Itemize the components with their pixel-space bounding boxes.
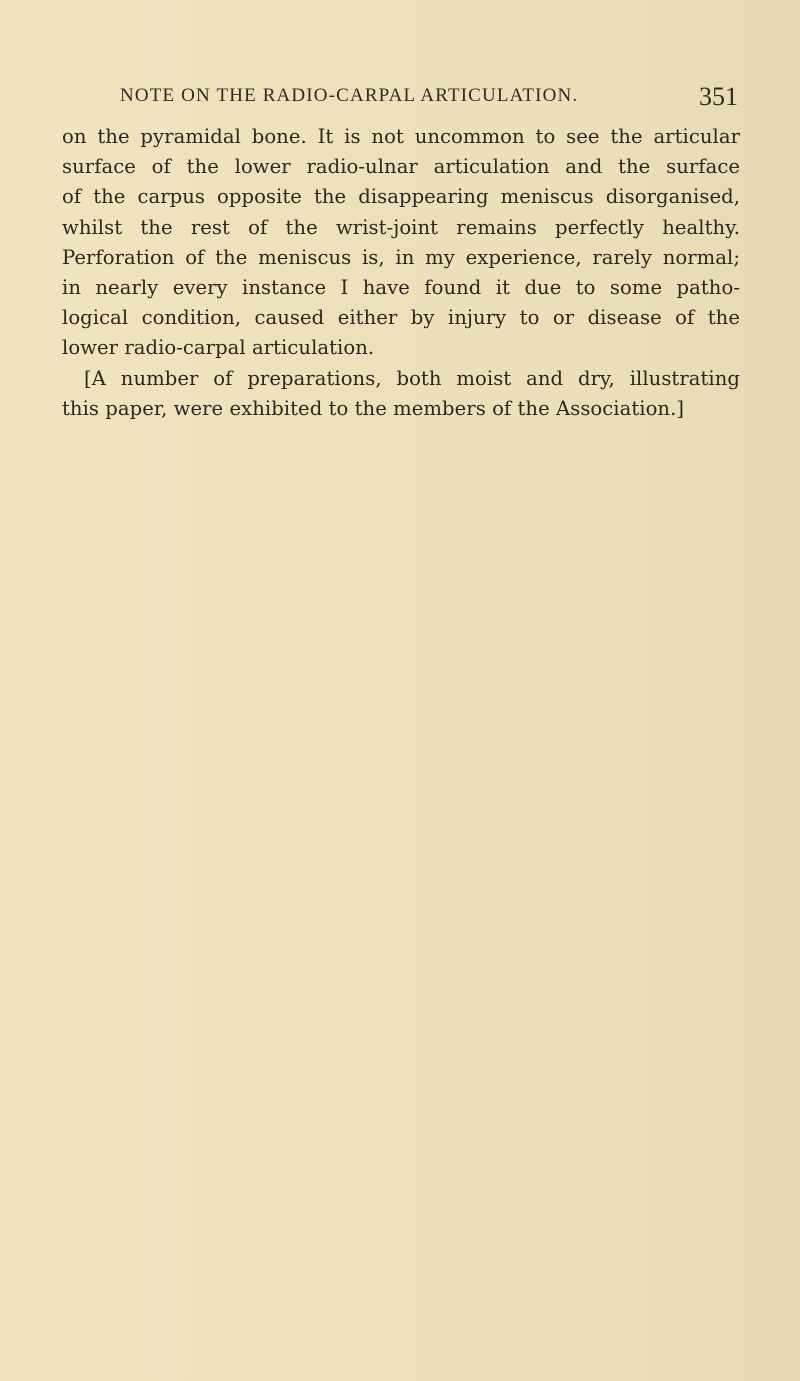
running-title: NOTE ON THE RADIO-CARPAL ARTICULATION. [120,85,579,106]
text-line: surface of the lower radio-ulnar articulation and the surface [62,155,740,179]
text-line: on the pyramidal bone. It is not uncommon to see the articular [62,125,740,148]
text-line: of the carpus opposite the disappearing meniscus disorganised, [62,185,740,209]
text-line: whilst the rest of the wrist-joint remains perfectly healthy. [62,215,740,239]
text-line: lower radio-carpal articulation. [62,336,375,360]
running-header [120,82,740,112]
text-line: [A number of preparations, both moist and dry, illustrating [84,366,740,390]
text-line: Perforation of the meniscus is, in my experience, rarely normal; [62,245,740,269]
paragraph-2 [62,364,740,424]
page-number: 351 [699,82,738,111]
text-line: logical condition, caused either by injury to or disease of the [62,306,740,330]
paragraph-1 [62,122,740,364]
text-line: this paper, were exhibited to the members of the Association.] [62,396,685,420]
page-body [62,122,740,424]
text-line: in nearly every instance I have found it due to some patho- [62,276,740,300]
